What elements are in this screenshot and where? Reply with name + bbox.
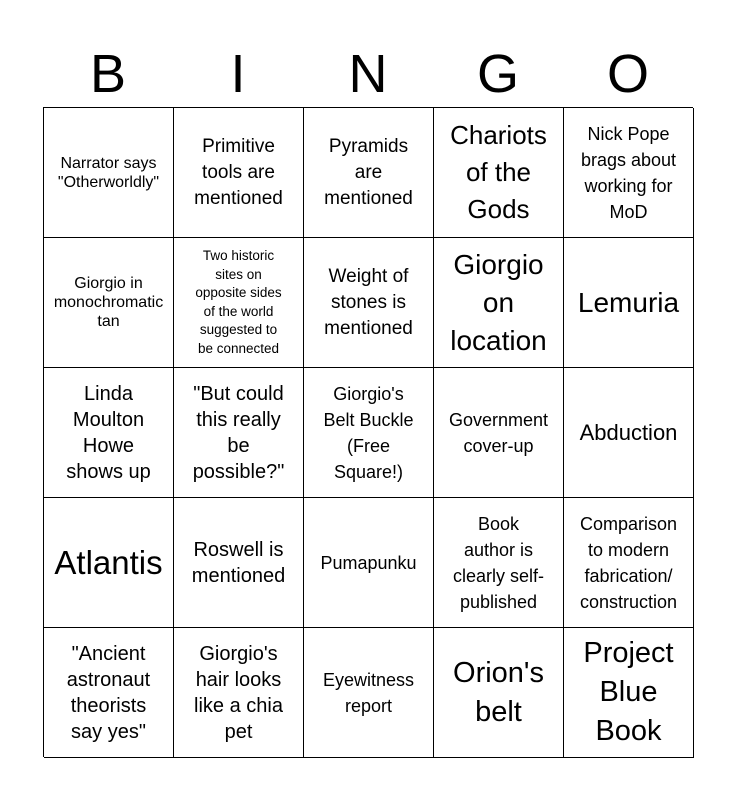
bingo-cell[interactable] (174, 108, 304, 238)
cell-label: Project Blue Book (583, 637, 674, 747)
cell-label: Book author is clearly self- published (452, 513, 545, 612)
bingo-cell-free-square[interactable] (304, 368, 434, 498)
bingo-cell[interactable] (564, 498, 694, 628)
bingo-cell[interactable] (304, 628, 434, 758)
cell-label: Pyramids are mentioned (324, 135, 413, 209)
bingo-cell[interactable] (44, 368, 174, 498)
bingo-cell[interactable] (174, 498, 304, 628)
cell-label: Nick Pope brags about working for MoD (580, 123, 677, 222)
bingo-cell[interactable] (44, 498, 174, 628)
bingo-cell[interactable] (434, 108, 564, 238)
bingo-cell[interactable] (44, 108, 174, 238)
bingo-cell[interactable] (434, 238, 564, 368)
bingo-cell[interactable] (174, 368, 304, 498)
bingo-cell[interactable] (564, 628, 694, 758)
cell-label: Weight of stones is mentioned (324, 265, 413, 339)
bingo-cell[interactable] (304, 238, 434, 368)
bingo-cell[interactable] (174, 628, 304, 758)
header-letter-o: O (606, 44, 649, 104)
cell-label: Giorgio's Belt Buckle (Free Square!) (323, 383, 414, 482)
cell-label: Lemuria (577, 286, 680, 318)
bingo-cell[interactable] (564, 108, 694, 238)
cell-label: Giorgio on location (450, 248, 547, 356)
cell-label: Chariots of the Gods (450, 120, 547, 224)
header-letter-g: G (476, 44, 519, 104)
bingo-cell[interactable] (304, 108, 434, 238)
bingo-cell[interactable] (304, 498, 434, 628)
bingo-cell[interactable] (434, 368, 564, 498)
header-letter-i: I (230, 44, 246, 104)
cell-label: Abduction (579, 420, 678, 445)
cell-label: Government cover-up (448, 409, 549, 456)
bingo-grid (43, 107, 693, 757)
bingo-header (43, 44, 693, 104)
bingo-cell[interactable] (44, 628, 174, 758)
bingo-cell[interactable] (44, 238, 174, 368)
cell-label: Pumapunku (320, 552, 417, 573)
cell-label: Giorgio's hair looks like a chia pet (194, 642, 283, 743)
bingo-cell[interactable] (564, 238, 694, 368)
cell-label: Primitive tools are mentioned (194, 135, 283, 209)
cell-label: Eyewitness report (322, 669, 415, 716)
bingo-cell[interactable] (564, 368, 694, 498)
cell-label: Two historic sites on opposite sides of the world suggested to be connected (195, 248, 282, 356)
cell-label: Orion's belt (453, 656, 544, 728)
bingo-cell[interactable] (174, 238, 304, 368)
header-letter-b: B (89, 44, 127, 104)
cell-label: "But could this really be possible?" (192, 382, 285, 483)
header-letter-n: N (348, 44, 388, 104)
bingo-cell[interactable] (434, 628, 564, 758)
cell-label: Linda Moulton Howe shows up (66, 382, 151, 483)
cell-label: Atlantis (54, 543, 163, 581)
cell-label: "Ancient astronaut theorists say yes" (66, 642, 151, 743)
cell-label: Giorgio in monochromatic tan (53, 275, 164, 330)
cell-label: Comparison to modern fabrication/ construction (579, 513, 678, 612)
cell-label: Roswell is mentioned (191, 538, 286, 587)
cell-label: Narrator says "Otherworldly" (57, 154, 160, 191)
bingo-cell[interactable] (434, 498, 564, 628)
